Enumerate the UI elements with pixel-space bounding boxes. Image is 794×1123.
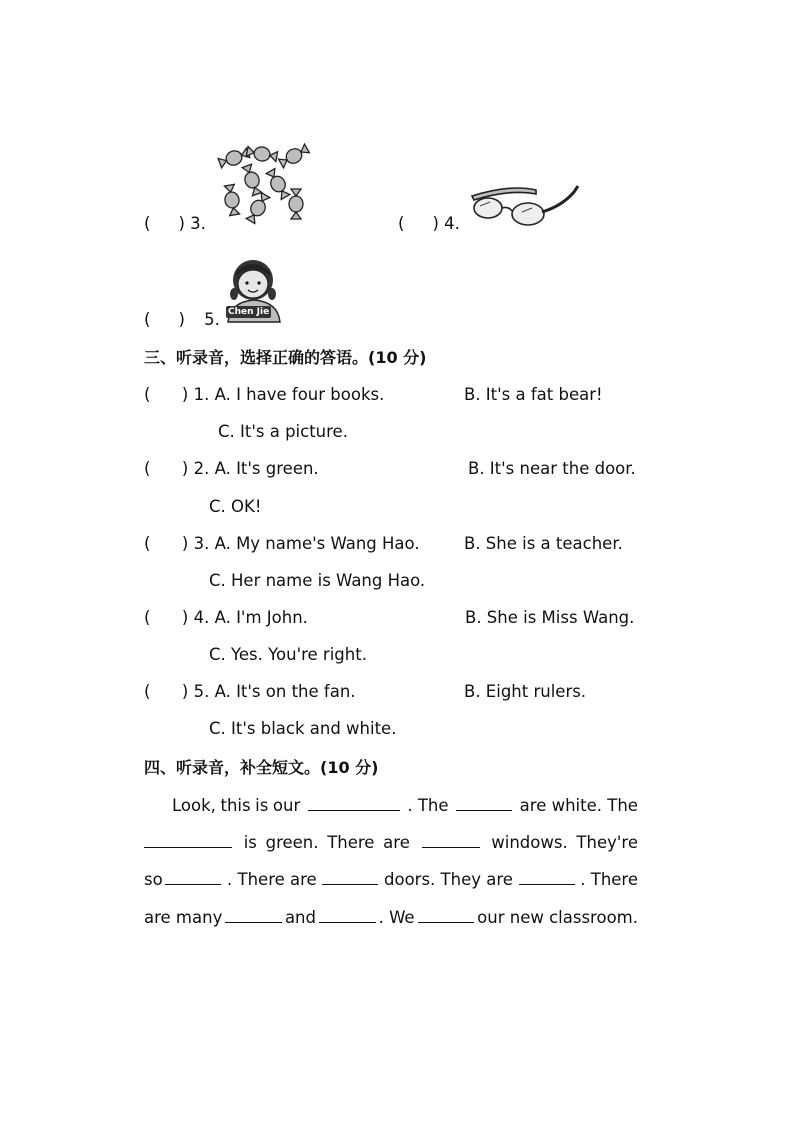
passage-line-2	[144, 831, 638, 852]
question-5-option-a: ( ) 5. A. It's on the fan.	[144, 682, 356, 701]
question-1-option-b: B. It's a fat bear!	[464, 385, 603, 404]
word: is	[255, 796, 269, 815]
word: are white. The	[519, 796, 638, 815]
question-4-option-a: ( ) 4. A. I'm John.	[144, 608, 308, 627]
question-2-option-a: ( ) 2. A. It's green.	[144, 459, 319, 478]
question-3-option-c: C. Her name is Wang Hao.	[209, 571, 426, 590]
portrait-name-label: Chen Jie	[228, 307, 270, 317]
cloze-blank[interactable]	[456, 794, 512, 811]
passage-line-3	[144, 868, 638, 889]
word: Look,	[172, 796, 216, 815]
item-number: 3.	[190, 214, 206, 233]
glasses-icon	[470, 182, 582, 232]
answer-paren-close: )	[432, 214, 439, 233]
question-2-option-c: C. OK!	[209, 497, 262, 516]
word: . We	[378, 908, 415, 927]
word: windows.	[491, 833, 568, 852]
question-3-option-a: ( ) 3. A. My name's Wang Hao.	[144, 534, 420, 553]
word: . The	[407, 796, 449, 815]
word: this	[220, 796, 251, 815]
word: our	[272, 796, 301, 815]
word: are many	[144, 908, 223, 927]
word: and	[284, 908, 316, 927]
passage-line-4	[144, 906, 638, 927]
answer-paren-close: )	[178, 214, 185, 233]
word: green.	[265, 833, 319, 852]
cloze-blank[interactable]	[519, 868, 575, 885]
cloze-blank[interactable]	[225, 906, 282, 923]
picture-item-4	[398, 214, 460, 234]
item-number: 5.	[204, 310, 220, 329]
cloze-blank[interactable]	[144, 831, 232, 848]
word: They're	[576, 833, 638, 852]
question-5-option-c: C. It's black and white.	[209, 719, 397, 738]
picture-item-5	[144, 310, 220, 330]
question-3-option-b: B. She is a teacher.	[464, 534, 623, 553]
cloze-blank[interactable]	[422, 831, 480, 848]
item-number: 4.	[444, 214, 460, 233]
cloze-blank[interactable]	[319, 906, 376, 923]
cloze-passage	[144, 794, 638, 934]
passage-line-1	[144, 794, 638, 815]
word: so	[144, 870, 163, 889]
question-2-option-b: B. It's near the door.	[468, 459, 636, 478]
answer-paren-open: (	[144, 310, 151, 329]
question-4-option-c: C. Yes. You're right.	[209, 645, 367, 664]
picture-item-3	[144, 214, 206, 234]
cloze-blank[interactable]	[322, 868, 378, 885]
cloze-blank[interactable]	[165, 868, 221, 885]
word: is	[243, 833, 257, 852]
answer-paren-open: (	[144, 214, 151, 233]
answer-paren-close: )	[178, 310, 185, 329]
word: doors. They are	[384, 870, 513, 889]
word: There	[327, 833, 375, 852]
word: . There are	[227, 870, 317, 889]
cloze-blank[interactable]	[308, 794, 400, 811]
word: our new classroom.	[477, 908, 638, 927]
word: . There	[580, 870, 638, 889]
candies-icon	[216, 142, 310, 226]
answer-paren-open: (	[398, 214, 405, 233]
question-1-option-a: ( ) 1. A. I have four books.	[144, 385, 385, 404]
cloze-blank[interactable]	[418, 906, 475, 923]
question-1-option-c: C. It's a picture.	[218, 422, 348, 441]
question-4-option-b: B. She is Miss Wang.	[465, 608, 635, 627]
word: are	[383, 833, 410, 852]
question-5-option-b: B. Eight rulers.	[464, 682, 587, 701]
section-3-title: 三、听录音，选择正确的答语。(10 分)	[144, 348, 427, 367]
section-4-title: 四、听录音，补全短文。(10 分)	[144, 758, 379, 777]
